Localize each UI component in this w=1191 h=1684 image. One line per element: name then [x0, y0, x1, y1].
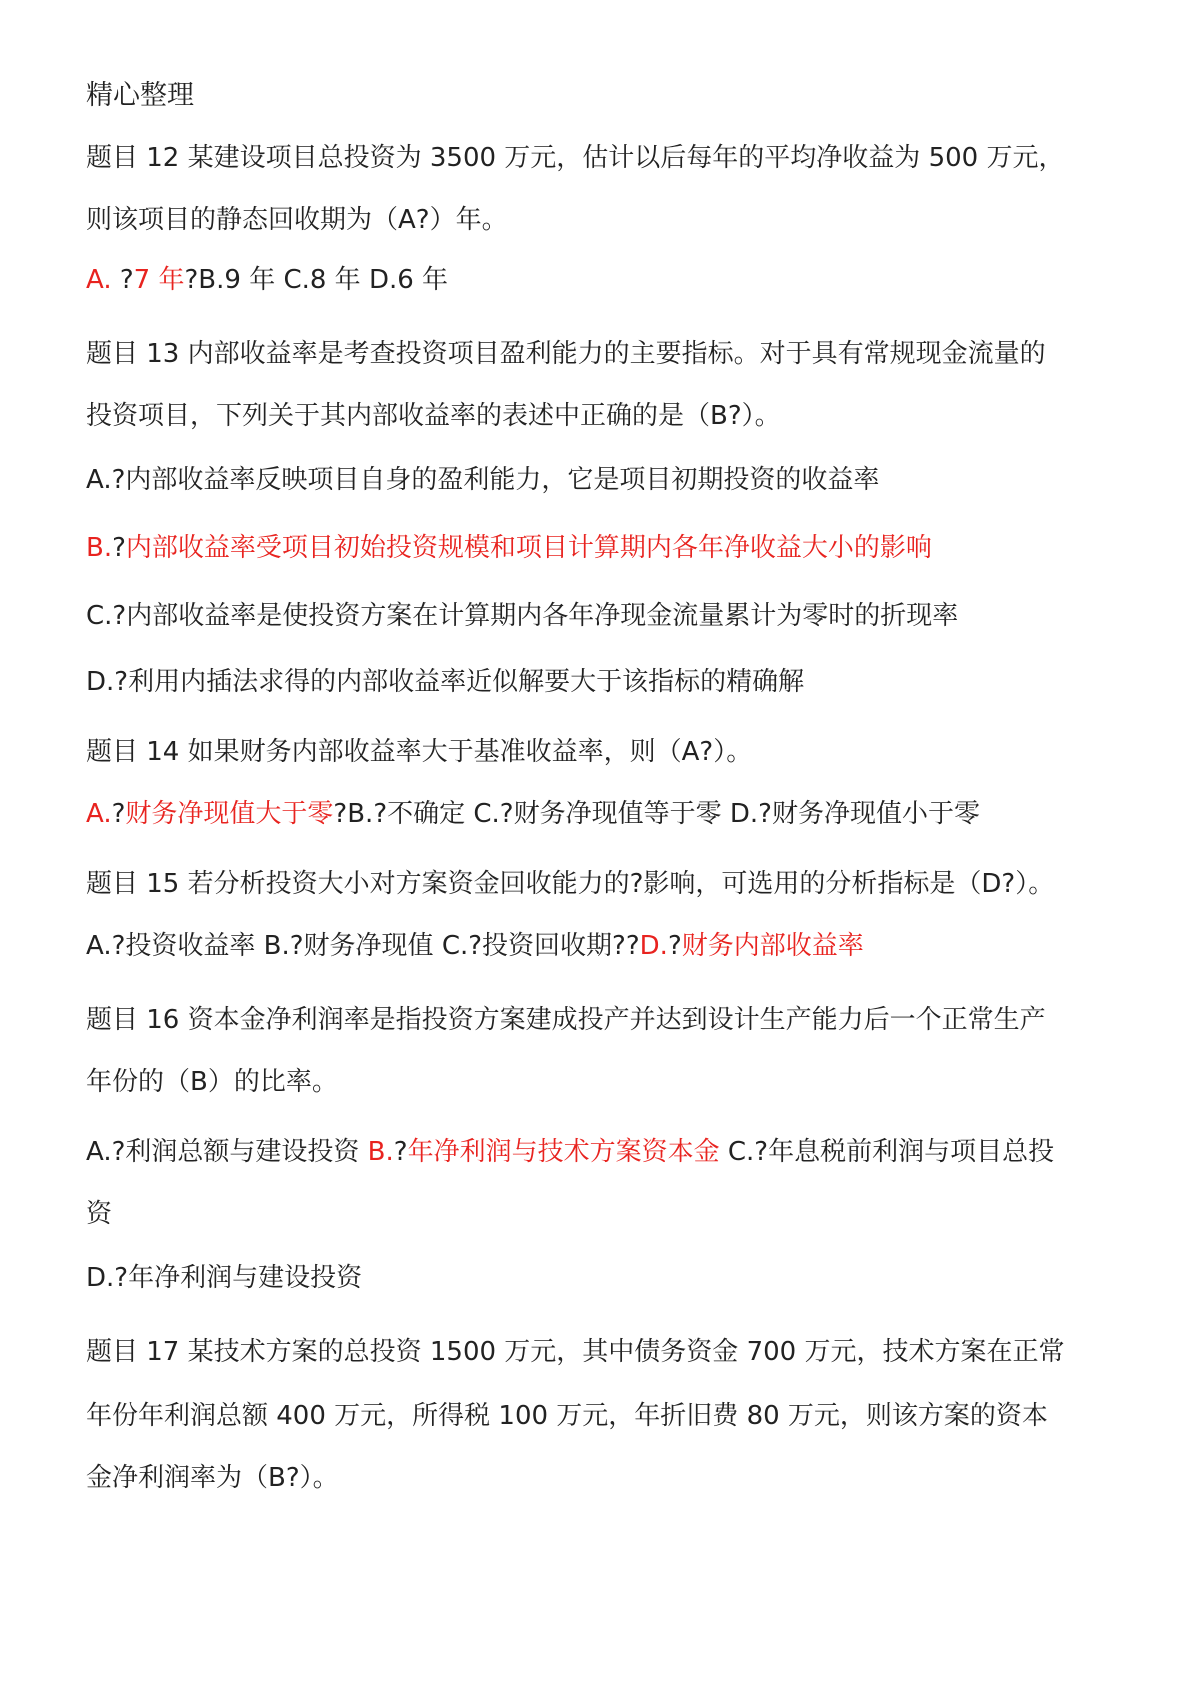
- text-line: [86, 734, 752, 770]
- text-segment: 题目 15 若分析投资大小对方案资金回收能力的?影响，可选用的分析指标是（D?）。: [86, 869, 1055, 899]
- text-segment: A.?内部收益率反映项目自身的盈利能力，它是项目初期投资的收益率: [86, 465, 880, 495]
- answer-highlight: 财务内部收益率: [681, 931, 864, 961]
- text-line: [86, 462, 879, 498]
- text-segment: 题目 16 资本金净利润率是指投资方案建成投产并达到设计生产能力后一个正常生产: [86, 1005, 1046, 1035]
- text-segment: ?B.?不确定 C.?财务净现值等于零 D.?财务净现值小于零: [333, 799, 980, 829]
- text-segment: 年份的（B）的比率。: [86, 1067, 338, 1097]
- text-segment: ?B.9 年 C.8 年 D.6 年: [184, 265, 449, 295]
- text-line: [86, 1064, 338, 1100]
- text-line: [86, 530, 932, 566]
- text-line: [86, 598, 958, 634]
- answer-highlight: 7 年: [133, 265, 185, 295]
- text-segment: D.?利用内插法求得的内部收益率近似解要大于该指标的精确解: [86, 667, 805, 697]
- answer-highlight: 财务净现值大于零: [125, 799, 334, 829]
- answer-highlight: B.: [367, 1137, 394, 1167]
- text-line: [86, 866, 1054, 902]
- text-segment: ?: [667, 931, 682, 961]
- answer-highlight: 年净利润与技术方案资本金: [407, 1137, 720, 1167]
- text-segment: ?: [111, 265, 134, 295]
- text-line: [86, 1134, 1054, 1170]
- page-header: 精心整理: [86, 80, 194, 111]
- answer-highlight: 内部收益率受项目初始投资规模和项目计算期内各年净收益大小的影响: [125, 533, 932, 563]
- text-line: [86, 1260, 362, 1296]
- text-line: [86, 1460, 339, 1496]
- answer-highlight: A.: [86, 799, 112, 829]
- text-segment: 题目 12 某建设项目总投资为 3500 万元，估计以后每年的平均净收益为 500 万元，: [86, 143, 1065, 173]
- text-segment: ?: [393, 1137, 408, 1167]
- text-segment: C.?年息税前利润与项目总投: [719, 1137, 1055, 1167]
- text-segment: 金净利润率为（B?）。: [86, 1463, 339, 1493]
- text-line: [86, 1002, 1046, 1038]
- text-line: [86, 140, 1064, 176]
- text-line: [86, 928, 864, 964]
- text-line: [86, 336, 1046, 372]
- text-line: [86, 398, 781, 434]
- text-segment: ?: [112, 533, 126, 563]
- answer-highlight: B.: [86, 533, 113, 563]
- text-line: [86, 1196, 112, 1232]
- text-line: [86, 664, 804, 700]
- text-segment: 题目 13 内部收益率是考查投资项目盈利能力的主要指标。对于具有常规现金流量的: [86, 339, 1046, 369]
- text-segment: ?: [111, 799, 126, 829]
- text-line: [86, 202, 508, 238]
- text-segment: A.?利润总额与建设投资: [86, 1137, 368, 1167]
- text-segment: A.?投资收益率 B.?财务净现值 C.?投资回收期??: [86, 931, 640, 961]
- text-line: [86, 796, 980, 832]
- answer-highlight: D.: [639, 931, 668, 961]
- text-segment: C.?内部收益率是使投资方案在计算期内各年净现金流量累计为零时的折现率: [86, 601, 959, 631]
- text-segment: 年份年利润总额 400 万元，所得税 100 万元，年折旧费 80 万元，则该方案的资本: [86, 1401, 1048, 1431]
- text-line: [86, 262, 448, 298]
- text-segment: 资: [86, 1199, 113, 1229]
- text-segment: D.?年净利润与建设投资: [86, 1263, 363, 1293]
- answer-highlight: A.: [86, 265, 112, 295]
- text-line: [86, 1334, 1064, 1370]
- text-line: [86, 1398, 1048, 1434]
- text-segment: 题目 17 某技术方案的总投资 1500 万元，其中债务资金 700 万元，技术方案在正常: [86, 1337, 1065, 1367]
- text-segment: 则该项目的静态回收期为（A?）年。: [86, 205, 508, 235]
- text-segment: 题目 14 如果财务内部收益率大于基准收益率，则（A?）。: [86, 737, 753, 767]
- text-segment: 投资项目，下列关于其内部收益率的表述中正确的是（B?）。: [86, 401, 781, 431]
